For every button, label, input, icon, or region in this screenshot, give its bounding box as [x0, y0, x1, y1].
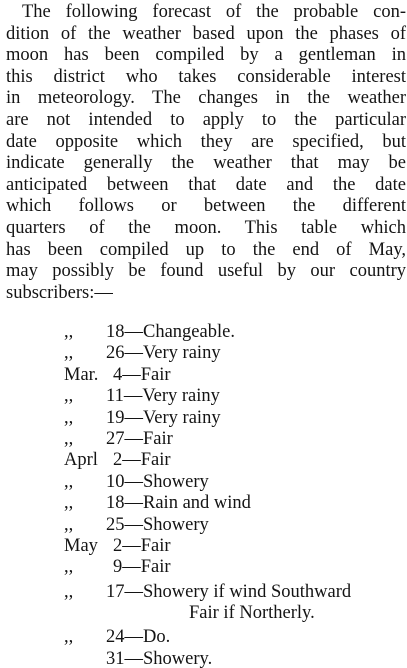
forecast-entry: 4—Fair [113, 364, 171, 385]
intro-line: dition of the weather based upon the phases of [6, 23, 406, 44]
forecast-row [0, 322, 407, 343]
month-label: ,, [64, 627, 74, 648]
forecast-row [0, 429, 407, 450]
intro-line: subscribers:— [6, 282, 113, 303]
month-label: ,, [64, 343, 74, 364]
forecast-entry: 10—Showery [106, 471, 209, 492]
intro-line: anticipated between that date and the date [6, 174, 406, 195]
month-label: Mar. [64, 364, 99, 385]
month-label: May [64, 535, 98, 556]
forecast-entry: 27—Fair [106, 428, 173, 449]
intro-line: which follows or between the different [6, 196, 406, 217]
month-label: ,, [64, 428, 74, 449]
intro-line: may possibly be found useful by our country [6, 261, 406, 282]
forecast-row [0, 536, 407, 557]
forecast-table [0, 322, 407, 668]
forecast-row [0, 408, 407, 429]
forecast-row [0, 515, 407, 536]
intro-line: are not intended to apply to the particular [6, 109, 406, 130]
forecast-entry: 2—Fair [113, 535, 171, 556]
forecast-row [0, 557, 407, 578]
forecast-row [0, 603, 407, 624]
forecast-entry: 18—Changeable. [106, 322, 235, 342]
intro-paragraph [6, 2, 406, 304]
forecast-entry: 26—Very rainy [106, 343, 221, 364]
forecast-row [0, 649, 407, 668]
month-label: ,, [64, 471, 74, 492]
forecast-row [0, 627, 407, 648]
intro-line: quarters of the moon. This table which [6, 217, 406, 238]
forecast-row [0, 472, 407, 493]
month-label: ,, [64, 407, 74, 428]
intro-line: indicate generally the weather that may be [6, 153, 406, 174]
month-label: ,, [64, 581, 74, 602]
forecast-entry: 19—Very rainy [106, 407, 221, 428]
month-label: ,, [64, 493, 74, 514]
forecast-row [0, 365, 407, 386]
forecast-row [0, 386, 407, 407]
forecast-entry: 11—Very rainy [106, 386, 220, 407]
forecast-entry: 18—Rain and wind [106, 493, 251, 514]
month-label: Aprl [64, 450, 98, 471]
intro-line: this district who takes considerable interest [6, 66, 406, 87]
forecast-entry: Fair if Northerly. [189, 603, 315, 624]
intro-line: The following forecast of the probable con- [22, 2, 406, 22]
forecast-row [0, 582, 407, 603]
intro-line: date opposite which they are specified, but [6, 131, 406, 152]
forecast-entry: 25—Showery [106, 514, 209, 535]
month-label: ,, [64, 557, 74, 578]
forecast-row [0, 493, 407, 514]
forecast-row [0, 343, 407, 364]
month-label: ,, [64, 322, 74, 342]
month-label: ,, [64, 514, 74, 535]
forecast-entry: 24—Do. [106, 627, 171, 648]
forecast-row [0, 450, 407, 471]
forecast-entry: 31—Showery. [106, 648, 213, 668]
intro-line: has been compiled up to the end of May, [6, 239, 406, 260]
forecast-entry: 17—Showery if wind Southward [106, 581, 352, 602]
month-label: ,, [64, 386, 74, 407]
forecast-entry: 9—Fair [113, 557, 171, 578]
intro-line: in meteorology. The changes in the weather [6, 88, 406, 109]
forecast-entry: 2—Fair [113, 450, 171, 471]
intro-line: moon has been compiled by a gentleman in [6, 45, 406, 66]
